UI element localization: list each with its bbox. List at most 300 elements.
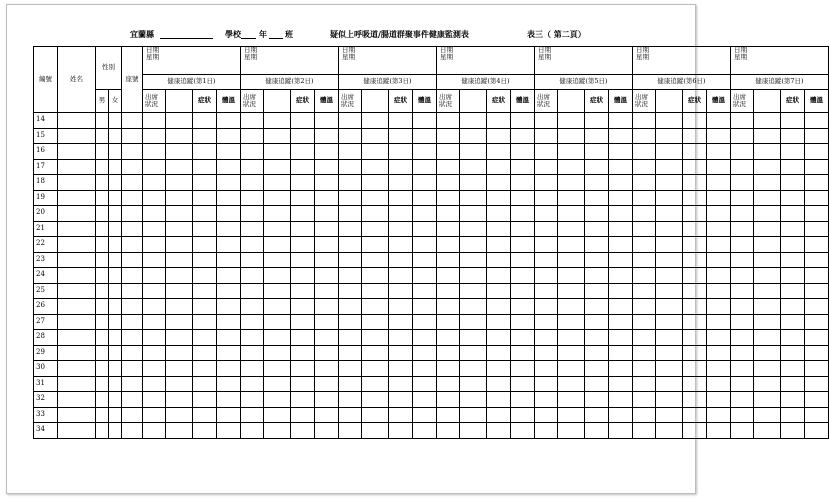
entry-cell[interactable] xyxy=(585,330,609,346)
entry-cell[interactable] xyxy=(389,299,413,315)
entry-cell[interactable] xyxy=(460,423,487,439)
entry-cell[interactable] xyxy=(437,128,460,144)
entry-cell[interactable] xyxy=(805,252,829,268)
entry-cell[interactable] xyxy=(683,252,707,268)
entry-cell[interactable] xyxy=(362,252,389,268)
entry-cell[interactable] xyxy=(633,361,656,377)
entry-cell[interactable] xyxy=(58,345,96,361)
entry-cell[interactable] xyxy=(437,330,460,346)
entry-cell[interactable] xyxy=(656,113,683,129)
entry-cell[interactable] xyxy=(362,221,389,237)
entry-cell[interactable] xyxy=(264,330,291,346)
entry-cell[interactable] xyxy=(122,423,143,439)
entry-cell[interactable] xyxy=(460,113,487,129)
entry-cell[interactable] xyxy=(413,175,437,191)
entry-cell[interactable] xyxy=(437,144,460,160)
entry-cell[interactable] xyxy=(122,376,143,392)
entry-cell[interactable] xyxy=(535,175,558,191)
entry-cell[interactable] xyxy=(511,361,535,377)
entry-cell[interactable] xyxy=(291,221,315,237)
entry-cell[interactable] xyxy=(166,330,193,346)
entry-cell[interactable] xyxy=(217,252,241,268)
entry-cell[interactable] xyxy=(339,190,362,206)
entry-cell[interactable] xyxy=(585,361,609,377)
entry-cell[interactable] xyxy=(315,361,339,377)
entry-cell[interactable] xyxy=(754,314,781,330)
entry-cell[interactable] xyxy=(535,407,558,423)
entry-cell[interactable] xyxy=(122,283,143,299)
entry-cell[interactable] xyxy=(535,252,558,268)
entry-cell[interactable] xyxy=(193,128,217,144)
entry-cell[interactable] xyxy=(109,221,122,237)
entry-cell[interactable] xyxy=(166,345,193,361)
entry-cell[interactable] xyxy=(683,330,707,346)
entry-cell[interactable] xyxy=(241,159,264,175)
entry-cell[interactable] xyxy=(122,237,143,253)
entry-cell[interactable] xyxy=(511,283,535,299)
entry-cell[interactable] xyxy=(754,361,781,377)
entry-cell[interactable] xyxy=(707,299,731,315)
entry-cell[interactable] xyxy=(731,128,754,144)
entry-cell[interactable] xyxy=(781,144,805,160)
entry-cell[interactable] xyxy=(754,128,781,144)
entry-cell[interactable] xyxy=(754,392,781,408)
entry-cell[interactable] xyxy=(805,175,829,191)
entry-cell[interactable] xyxy=(487,252,511,268)
entry-cell[interactable] xyxy=(511,144,535,160)
entry-cell[interactable] xyxy=(241,190,264,206)
entry-cell[interactable] xyxy=(291,175,315,191)
entry-cell[interactable] xyxy=(389,407,413,423)
entry-cell[interactable] xyxy=(511,113,535,129)
entry-cell[interactable] xyxy=(805,330,829,346)
entry-cell[interactable] xyxy=(656,330,683,346)
entry-cell[interactable] xyxy=(96,190,109,206)
entry-cell[interactable] xyxy=(707,175,731,191)
entry-cell[interactable] xyxy=(109,144,122,160)
entry-cell[interactable] xyxy=(264,361,291,377)
entry-cell[interactable] xyxy=(656,345,683,361)
entry-cell[interactable] xyxy=(143,190,166,206)
entry-cell[interactable] xyxy=(217,206,241,222)
entry-cell[interactable] xyxy=(656,299,683,315)
entry-cell[interactable] xyxy=(781,330,805,346)
entry-cell[interactable] xyxy=(731,237,754,253)
entry-cell[interactable] xyxy=(193,345,217,361)
entry-cell[interactable] xyxy=(683,206,707,222)
entry-cell[interactable] xyxy=(487,407,511,423)
entry-cell[interactable] xyxy=(413,392,437,408)
entry-cell[interactable] xyxy=(781,206,805,222)
entry-cell[interactable] xyxy=(609,113,633,129)
entry-cell[interactable] xyxy=(241,392,264,408)
entry-cell[interactable] xyxy=(389,361,413,377)
entry-cell[interactable] xyxy=(291,423,315,439)
entry-cell[interactable] xyxy=(58,144,96,160)
entry-cell[interactable] xyxy=(805,113,829,129)
entry-cell[interactable] xyxy=(96,407,109,423)
entry-cell[interactable] xyxy=(558,144,585,160)
entry-cell[interactable] xyxy=(264,190,291,206)
entry-cell[interactable] xyxy=(437,237,460,253)
entry-cell[interactable] xyxy=(609,206,633,222)
entry-cell[interactable] xyxy=(143,113,166,129)
entry-cell[interactable] xyxy=(413,113,437,129)
entry-cell[interactable] xyxy=(656,252,683,268)
entry-cell[interactable] xyxy=(460,314,487,330)
entry-cell[interactable] xyxy=(754,144,781,160)
entry-cell[interactable] xyxy=(264,283,291,299)
entry-cell[interactable] xyxy=(656,361,683,377)
entry-cell[interactable] xyxy=(122,345,143,361)
entry-cell[interactable] xyxy=(389,392,413,408)
entry-cell[interactable] xyxy=(362,175,389,191)
entry-cell[interactable] xyxy=(437,221,460,237)
entry-cell[interactable] xyxy=(109,113,122,129)
entry-cell[interactable] xyxy=(109,237,122,253)
entry-cell[interactable] xyxy=(707,361,731,377)
entry-cell[interactable] xyxy=(707,330,731,346)
entry-cell[interactable] xyxy=(264,423,291,439)
entry-cell[interactable] xyxy=(805,159,829,175)
entry-cell[interactable] xyxy=(511,175,535,191)
entry-cell[interactable] xyxy=(731,206,754,222)
entry-cell[interactable] xyxy=(487,376,511,392)
entry-cell[interactable] xyxy=(487,206,511,222)
entry-cell[interactable] xyxy=(805,268,829,284)
entry-cell[interactable] xyxy=(805,361,829,377)
entry-cell[interactable] xyxy=(656,392,683,408)
entry-cell[interactable] xyxy=(413,283,437,299)
entry-cell[interactable] xyxy=(585,376,609,392)
entry-cell[interactable] xyxy=(609,314,633,330)
entry-cell[interactable] xyxy=(558,376,585,392)
entry-cell[interactable] xyxy=(585,268,609,284)
entry-cell[interactable] xyxy=(754,175,781,191)
entry-cell[interactable] xyxy=(558,268,585,284)
entry-cell[interactable] xyxy=(389,175,413,191)
entry-cell[interactable] xyxy=(656,423,683,439)
entry-cell[interactable] xyxy=(291,268,315,284)
entry-cell[interactable] xyxy=(193,237,217,253)
entry-cell[interactable] xyxy=(487,128,511,144)
entry-cell[interactable] xyxy=(535,206,558,222)
entry-cell[interactable] xyxy=(291,361,315,377)
entry-cell[interactable] xyxy=(315,392,339,408)
entry-cell[interactable] xyxy=(143,361,166,377)
entry-cell[interactable] xyxy=(683,392,707,408)
entry-cell[interactable] xyxy=(656,314,683,330)
entry-cell[interactable] xyxy=(609,159,633,175)
entry-cell[interactable] xyxy=(362,206,389,222)
entry-cell[interactable] xyxy=(217,237,241,253)
entry-cell[interactable] xyxy=(731,268,754,284)
entry-cell[interactable] xyxy=(166,175,193,191)
entry-cell[interactable] xyxy=(315,237,339,253)
entry-cell[interactable] xyxy=(217,175,241,191)
entry-cell[interactable] xyxy=(96,206,109,222)
entry-cell[interactable] xyxy=(339,345,362,361)
entry-cell[interactable] xyxy=(339,221,362,237)
entry-cell[interactable] xyxy=(264,237,291,253)
entry-cell[interactable] xyxy=(193,423,217,439)
entry-cell[interactable] xyxy=(633,159,656,175)
entry-cell[interactable] xyxy=(731,330,754,346)
entry-cell[interactable] xyxy=(487,361,511,377)
entry-cell[interactable] xyxy=(241,206,264,222)
entry-cell[interactable] xyxy=(585,113,609,129)
entry-cell[interactable] xyxy=(109,407,122,423)
entry-cell[interactable] xyxy=(362,376,389,392)
entry-cell[interactable] xyxy=(241,113,264,129)
entry-cell[interactable] xyxy=(781,283,805,299)
entry-cell[interactable] xyxy=(291,314,315,330)
entry-cell[interactable] xyxy=(264,159,291,175)
entry-cell[interactable] xyxy=(707,392,731,408)
entry-cell[interactable] xyxy=(291,144,315,160)
entry-cell[interactable] xyxy=(413,159,437,175)
entry-cell[interactable] xyxy=(291,206,315,222)
entry-cell[interactable] xyxy=(609,175,633,191)
entry-cell[interactable] xyxy=(109,159,122,175)
entry-cell[interactable] xyxy=(58,299,96,315)
entry-cell[interactable] xyxy=(558,407,585,423)
entry-cell[interactable] xyxy=(58,392,96,408)
entry-cell[interactable] xyxy=(609,361,633,377)
entry-cell[interactable] xyxy=(535,376,558,392)
entry-cell[interactable] xyxy=(731,190,754,206)
entry-cell[interactable] xyxy=(683,175,707,191)
entry-cell[interactable] xyxy=(585,206,609,222)
entry-cell[interactable] xyxy=(683,144,707,160)
entry-cell[interactable] xyxy=(633,376,656,392)
entry-cell[interactable] xyxy=(781,268,805,284)
entry-cell[interactable] xyxy=(58,190,96,206)
entry-cell[interactable] xyxy=(487,237,511,253)
entry-cell[interactable] xyxy=(241,175,264,191)
entry-cell[interactable] xyxy=(707,206,731,222)
entry-cell[interactable] xyxy=(633,392,656,408)
entry-cell[interactable] xyxy=(362,345,389,361)
entry-cell[interactable] xyxy=(511,376,535,392)
entry-cell[interactable] xyxy=(96,314,109,330)
entry-cell[interactable] xyxy=(585,144,609,160)
entry-cell[interactable] xyxy=(217,268,241,284)
entry-cell[interactable] xyxy=(96,159,109,175)
entry-cell[interactable] xyxy=(609,330,633,346)
entry-cell[interactable] xyxy=(241,299,264,315)
entry-cell[interactable] xyxy=(413,144,437,160)
entry-cell[interactable] xyxy=(609,299,633,315)
entry-cell[interactable] xyxy=(315,190,339,206)
entry-cell[interactable] xyxy=(315,252,339,268)
entry-cell[interactable] xyxy=(143,206,166,222)
entry-cell[interactable] xyxy=(487,175,511,191)
entry-cell[interactable] xyxy=(389,252,413,268)
entry-cell[interactable] xyxy=(109,330,122,346)
entry-cell[interactable] xyxy=(535,423,558,439)
entry-cell[interactable] xyxy=(656,376,683,392)
entry-cell[interactable] xyxy=(413,128,437,144)
entry-cell[interactable] xyxy=(437,283,460,299)
entry-cell[interactable] xyxy=(362,314,389,330)
entry-cell[interactable] xyxy=(339,113,362,129)
entry-cell[interactable] xyxy=(511,252,535,268)
entry-cell[interactable] xyxy=(389,376,413,392)
entry-cell[interactable] xyxy=(437,299,460,315)
entry-cell[interactable] xyxy=(339,392,362,408)
entry-cell[interactable] xyxy=(389,268,413,284)
entry-cell[interactable] xyxy=(109,345,122,361)
entry-cell[interactable] xyxy=(731,113,754,129)
entry-cell[interactable] xyxy=(315,283,339,299)
entry-cell[interactable] xyxy=(437,314,460,330)
entry-cell[interactable] xyxy=(707,268,731,284)
entry-cell[interactable] xyxy=(558,423,585,439)
entry-cell[interactable] xyxy=(96,423,109,439)
entry-cell[interactable] xyxy=(241,345,264,361)
entry-cell[interactable] xyxy=(291,159,315,175)
entry-cell[interactable] xyxy=(193,299,217,315)
entry-cell[interactable] xyxy=(535,283,558,299)
entry-cell[interactable] xyxy=(731,423,754,439)
entry-cell[interactable] xyxy=(805,206,829,222)
entry-cell[interactable] xyxy=(511,206,535,222)
entry-cell[interactable] xyxy=(731,283,754,299)
entry-cell[interactable] xyxy=(781,221,805,237)
entry-cell[interactable] xyxy=(511,237,535,253)
entry-cell[interactable] xyxy=(109,376,122,392)
entry-cell[interactable] xyxy=(166,314,193,330)
entry-cell[interactable] xyxy=(122,221,143,237)
entry-cell[interactable] xyxy=(58,128,96,144)
entry-cell[interactable] xyxy=(413,345,437,361)
entry-cell[interactable] xyxy=(339,376,362,392)
entry-cell[interactable] xyxy=(109,190,122,206)
entry-cell[interactable] xyxy=(109,361,122,377)
entry-cell[interactable] xyxy=(609,376,633,392)
entry-cell[interactable] xyxy=(96,345,109,361)
entry-cell[interactable] xyxy=(413,376,437,392)
entry-cell[interactable] xyxy=(683,128,707,144)
entry-cell[interactable] xyxy=(362,190,389,206)
entry-cell[interactable] xyxy=(487,221,511,237)
entry-cell[interactable] xyxy=(707,159,731,175)
entry-cell[interactable] xyxy=(193,175,217,191)
entry-cell[interactable] xyxy=(339,268,362,284)
entry-cell[interactable] xyxy=(633,423,656,439)
entry-cell[interactable] xyxy=(781,299,805,315)
entry-cell[interactable] xyxy=(656,128,683,144)
entry-cell[interactable] xyxy=(585,190,609,206)
entry-cell[interactable] xyxy=(58,113,96,129)
entry-cell[interactable] xyxy=(460,159,487,175)
entry-cell[interactable] xyxy=(96,221,109,237)
entry-cell[interactable] xyxy=(805,128,829,144)
entry-cell[interactable] xyxy=(217,361,241,377)
entry-cell[interactable] xyxy=(166,159,193,175)
entry-cell[interactable] xyxy=(58,361,96,377)
entry-cell[interactable] xyxy=(109,206,122,222)
entry-cell[interactable] xyxy=(96,299,109,315)
entry-cell[interactable] xyxy=(558,314,585,330)
entry-cell[interactable] xyxy=(362,283,389,299)
entry-cell[interactable] xyxy=(707,283,731,299)
entry-cell[interactable] xyxy=(315,128,339,144)
entry-cell[interactable] xyxy=(339,407,362,423)
entry-cell[interactable] xyxy=(143,159,166,175)
entry-cell[interactable] xyxy=(389,159,413,175)
entry-cell[interactable] xyxy=(291,128,315,144)
entry-cell[interactable] xyxy=(143,175,166,191)
entry-cell[interactable] xyxy=(511,423,535,439)
entry-cell[interactable] xyxy=(143,252,166,268)
entry-cell[interactable] xyxy=(558,159,585,175)
entry-cell[interactable] xyxy=(166,237,193,253)
entry-cell[interactable] xyxy=(437,361,460,377)
entry-cell[interactable] xyxy=(122,252,143,268)
entry-cell[interactable] xyxy=(315,206,339,222)
entry-cell[interactable] xyxy=(731,314,754,330)
entry-cell[interactable] xyxy=(122,407,143,423)
entry-cell[interactable] xyxy=(58,221,96,237)
entry-cell[interactable] xyxy=(193,361,217,377)
entry-cell[interactable] xyxy=(781,345,805,361)
entry-cell[interactable] xyxy=(731,175,754,191)
entry-cell[interactable] xyxy=(437,190,460,206)
entry-cell[interactable] xyxy=(241,361,264,377)
entry-cell[interactable] xyxy=(315,423,339,439)
entry-cell[interactable] xyxy=(558,221,585,237)
entry-cell[interactable] xyxy=(535,268,558,284)
entry-cell[interactable] xyxy=(315,299,339,315)
entry-cell[interactable] xyxy=(511,190,535,206)
entry-cell[interactable] xyxy=(731,144,754,160)
entry-cell[interactable] xyxy=(656,283,683,299)
entry-cell[interactable] xyxy=(315,314,339,330)
entry-cell[interactable] xyxy=(633,314,656,330)
entry-cell[interactable] xyxy=(633,268,656,284)
entry-cell[interactable] xyxy=(437,252,460,268)
entry-cell[interactable] xyxy=(264,221,291,237)
entry-cell[interactable] xyxy=(633,206,656,222)
entry-cell[interactable] xyxy=(535,237,558,253)
entry-cell[interactable] xyxy=(585,159,609,175)
entry-cell[interactable] xyxy=(437,113,460,129)
entry-cell[interactable] xyxy=(707,345,731,361)
entry-cell[interactable] xyxy=(558,237,585,253)
entry-cell[interactable] xyxy=(122,159,143,175)
entry-cell[interactable] xyxy=(96,144,109,160)
entry-cell[interactable] xyxy=(193,190,217,206)
entry-cell[interactable] xyxy=(315,159,339,175)
entry-cell[interactable] xyxy=(166,144,193,160)
entry-cell[interactable] xyxy=(487,159,511,175)
entry-cell[interactable] xyxy=(143,376,166,392)
entry-cell[interactable] xyxy=(58,283,96,299)
entry-cell[interactable] xyxy=(805,221,829,237)
entry-cell[interactable] xyxy=(460,299,487,315)
entry-cell[interactable] xyxy=(193,392,217,408)
entry-cell[interactable] xyxy=(96,392,109,408)
entry-cell[interactable] xyxy=(291,330,315,346)
entry-cell[interactable] xyxy=(264,175,291,191)
entry-cell[interactable] xyxy=(707,128,731,144)
entry-cell[interactable] xyxy=(241,252,264,268)
entry-cell[interactable] xyxy=(460,190,487,206)
entry-cell[interactable] xyxy=(683,268,707,284)
entry-cell[interactable] xyxy=(487,190,511,206)
